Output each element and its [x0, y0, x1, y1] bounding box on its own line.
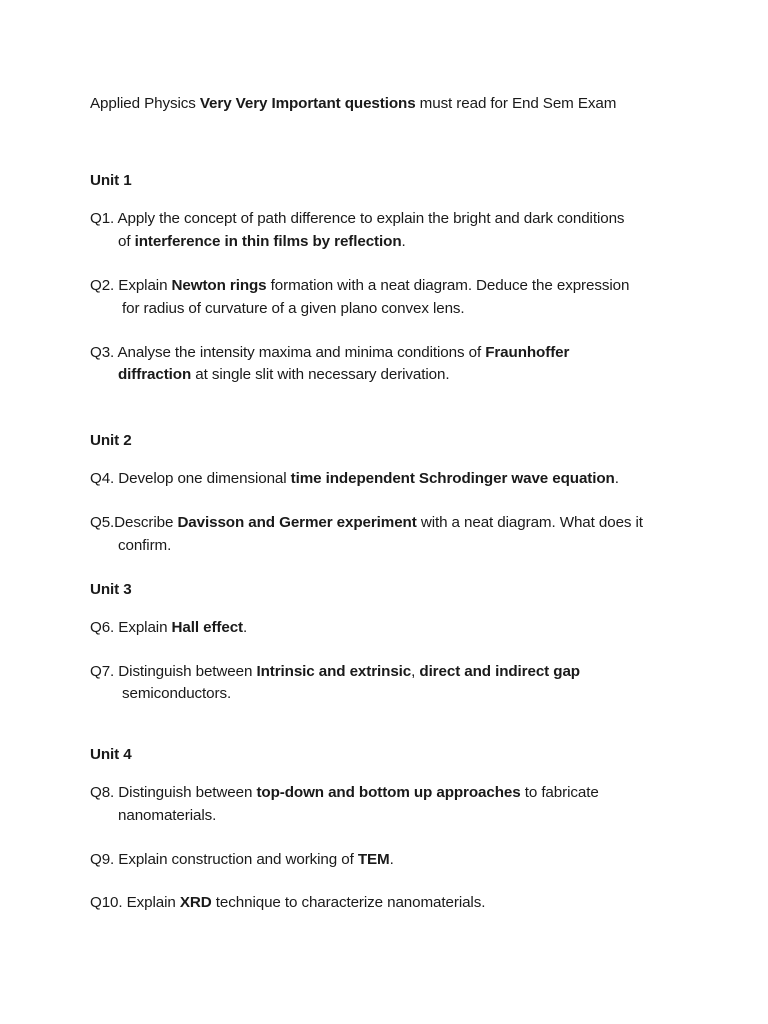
- q6-text-end: .: [243, 619, 248, 636]
- question-10: [90, 893, 485, 913]
- q7-emphasis-1: Intrinsic and extrinsic: [256, 663, 412, 680]
- q8-text-end: to fabricate: [520, 784, 599, 801]
- q7-emphasis-2: direct and indirect gap: [419, 663, 580, 680]
- q4-emphasis: time independent Schrodinger wave equation: [290, 470, 615, 487]
- q9-text-end: .: [389, 851, 394, 868]
- q1-text: of: [118, 233, 135, 250]
- question-4: [90, 469, 619, 489]
- q5-text-end: with a neat diagram. What does it: [416, 514, 643, 531]
- unit-4-heading: Unit 4: [90, 746, 132, 763]
- question-6: [90, 618, 247, 638]
- q7-separator: ,: [411, 663, 420, 680]
- unit-3-heading: Unit 3: [90, 581, 132, 598]
- heading-emphasis: Very Very Important questions: [199, 95, 416, 112]
- unit-2-heading: Unit 2: [90, 432, 132, 449]
- question-2-line-1: [90, 276, 629, 296]
- question-8-line-2: nanomaterials.: [118, 807, 217, 824]
- q8-text: Q8. Distinguish between: [90, 784, 257, 801]
- q9-text: Q9. Explain construction and working of: [90, 851, 358, 868]
- q3-text: Q3. Analyse the intensity maxima and minima conditions of: [90, 344, 486, 361]
- question-7-line-2: semiconductors.: [122, 685, 232, 702]
- question-3-line-1: [90, 343, 569, 363]
- document-heading: [90, 94, 616, 114]
- q3-emphasis: Fraunhoffer: [485, 344, 570, 361]
- q5-emphasis: Davisson and Germer experiment: [177, 514, 417, 531]
- q3-emphasis-2: diffraction: [118, 366, 192, 383]
- question-5-line-2: confirm.: [118, 537, 172, 554]
- unit-1-heading: Unit 1: [90, 172, 132, 189]
- q3-text-end: at single slit with necessary derivation.: [191, 366, 450, 383]
- question-7-line-1: [90, 662, 580, 682]
- q2-emphasis: Newton rings: [171, 277, 267, 294]
- question-9: [90, 850, 394, 870]
- q4-text-end: .: [614, 470, 619, 487]
- q10-text-end: technique to characterize nanomaterials.: [211, 894, 486, 911]
- q1-emphasis: interference in thin films by reflection: [134, 233, 402, 250]
- q10-emphasis: XRD: [179, 894, 212, 911]
- q2-text: Q2. Explain: [90, 277, 172, 294]
- question-8-line-1: [90, 783, 599, 803]
- question-3-line-2: [118, 365, 449, 385]
- q7-text: Q7. Distinguish between: [90, 663, 257, 680]
- q2-text-end: formation with a neat diagram. Deduce the expression: [266, 277, 630, 294]
- heading-text-1: Applied Physics: [90, 95, 200, 112]
- question-1-line-2: [118, 232, 406, 252]
- heading-text-2: must read for End Sem Exam: [415, 95, 617, 112]
- q4-text: Q4. Develop one dimensional: [90, 470, 291, 487]
- question-5-line-1: [90, 513, 643, 533]
- q6-text: Q6. Explain: [90, 619, 172, 636]
- q6-emphasis: Hall effect: [171, 619, 244, 636]
- question-2-line-2: for radius of curvature of a given plano convex lens.: [122, 300, 465, 317]
- question-1-line-1: Q1. Apply the concept of path difference to explain the bright and dark conditions: [90, 210, 625, 227]
- q8-emphasis: top-down and bottom up approaches: [256, 784, 521, 801]
- q1-text-end: .: [401, 233, 406, 250]
- q10-text: Q10. Explain: [90, 894, 180, 911]
- q5-text: Q5.Describe: [90, 514, 178, 531]
- q9-emphasis: TEM: [357, 851, 390, 868]
